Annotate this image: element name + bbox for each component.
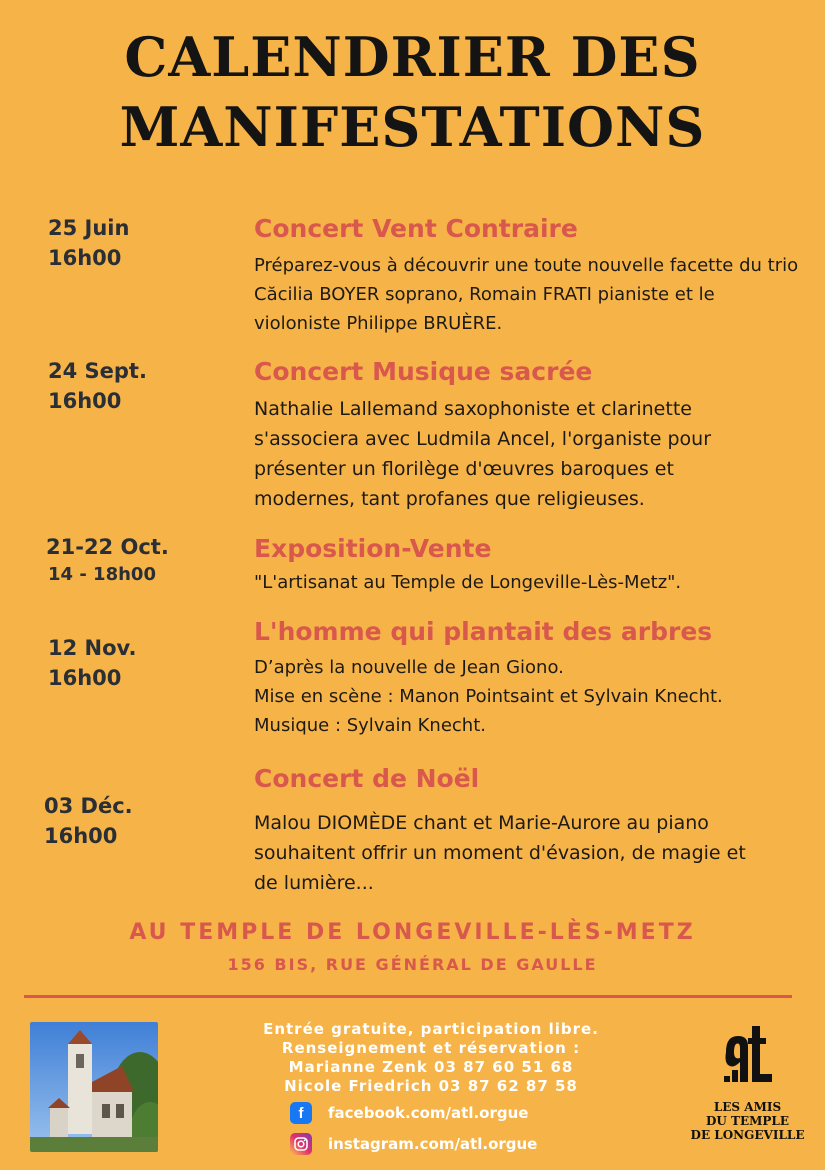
event-time: 14 - 18h00 (48, 564, 156, 585)
event-description-line1: D’après la nouvelle de Jean Giono. (254, 657, 564, 678)
event-day: 24 Sept. (48, 359, 147, 383)
event-title: L'homme qui plantait des arbres (254, 617, 713, 646)
venue-name: AU TEMPLE DE LONGEVILLE-LÈS-METZ (129, 920, 696, 945)
event-day: 03 Déc. (44, 794, 133, 818)
event-title: Concert de Noël (254, 764, 480, 793)
event-time: 16h00 (44, 824, 118, 848)
event-description: Préparez-vous à découvrir une toute nouvelle facette du trio Căcilia BOYER soprano, Romain FRATI pianiste et le violoniste Philippe BRUÈRE. (254, 255, 799, 334)
event-time: 16h00 (48, 666, 122, 690)
event-date (46, 533, 169, 589)
info-line-4: Nicole Friedrich 03 87 62 87 58 (284, 1077, 578, 1095)
facebook-link[interactable] (290, 1102, 528, 1124)
title-line-1: CALENDRIER DES (124, 25, 701, 89)
divider (24, 995, 792, 998)
event-date (48, 213, 129, 273)
instagram-link[interactable] (290, 1133, 537, 1155)
event-time: 16h00 (48, 246, 122, 270)
venue-address: 156 BIS, RUE GÉNÉRAL DE GAULLE (227, 955, 598, 974)
instagram-label: instagram.com/atl.orgue (328, 1135, 538, 1153)
event-title: Exposition-Vente (254, 534, 492, 563)
event-date (48, 633, 137, 693)
event-description: Malou DIOMÈDE chant et Marie-Aurore au piano souhaitent offrir un moment d'évasion, de magie et de lumière... (254, 812, 746, 894)
organization-logo (690, 1022, 805, 1142)
event-title: Concert Vent Contraire (254, 214, 578, 243)
temple-photo (30, 1022, 158, 1152)
page-title (0, 22, 825, 162)
event-time: 16h00 (48, 389, 122, 413)
event-day: 21-22 Oct. (46, 535, 169, 559)
event-description: Nathalie Lallemand saxophoniste et clarinette s'associera avec Ludmila Ancel, l'organiste pour présenter un florilège d'œuvres baroques et modernes, tant profanes que religieuses. (254, 398, 712, 510)
logo-line-1: LES AMIS (713, 1100, 782, 1114)
facebook-icon: f (290, 1102, 312, 1124)
event-description: Mise en scène : Manon Pointsaint et Sylvain Knecht. Musique : Sylvain Knecht. (254, 686, 723, 736)
info-line-3: Marianne Zenk 03 87 60 51 68 (288, 1058, 574, 1076)
atl-monogram-icon (718, 1022, 778, 1092)
event-day: 12 Nov. (48, 636, 137, 660)
info-block (236, 1020, 626, 1096)
info-line-2: Renseignement et réservation : (281, 1039, 581, 1057)
event-day: 25 Juin (48, 216, 130, 240)
event-title: Concert Musique sacrée (254, 357, 593, 386)
event-description: "L'artisanat au Temple de Longeville-Lès-Metz". (254, 572, 682, 593)
info-line-1: Entrée gratuite, participation libre. (263, 1020, 599, 1038)
logo-line-3: DE LONGEVILLE (690, 1128, 805, 1142)
instagram-icon (290, 1133, 312, 1155)
title-line-2: MANIFESTATIONS (119, 95, 706, 159)
event-date (44, 791, 133, 851)
event-date (48, 356, 147, 416)
logo-line-2: DU TEMPLE (705, 1114, 789, 1128)
facebook-label: facebook.com/atl.orgue (328, 1104, 529, 1122)
event-description-block (254, 653, 724, 740)
